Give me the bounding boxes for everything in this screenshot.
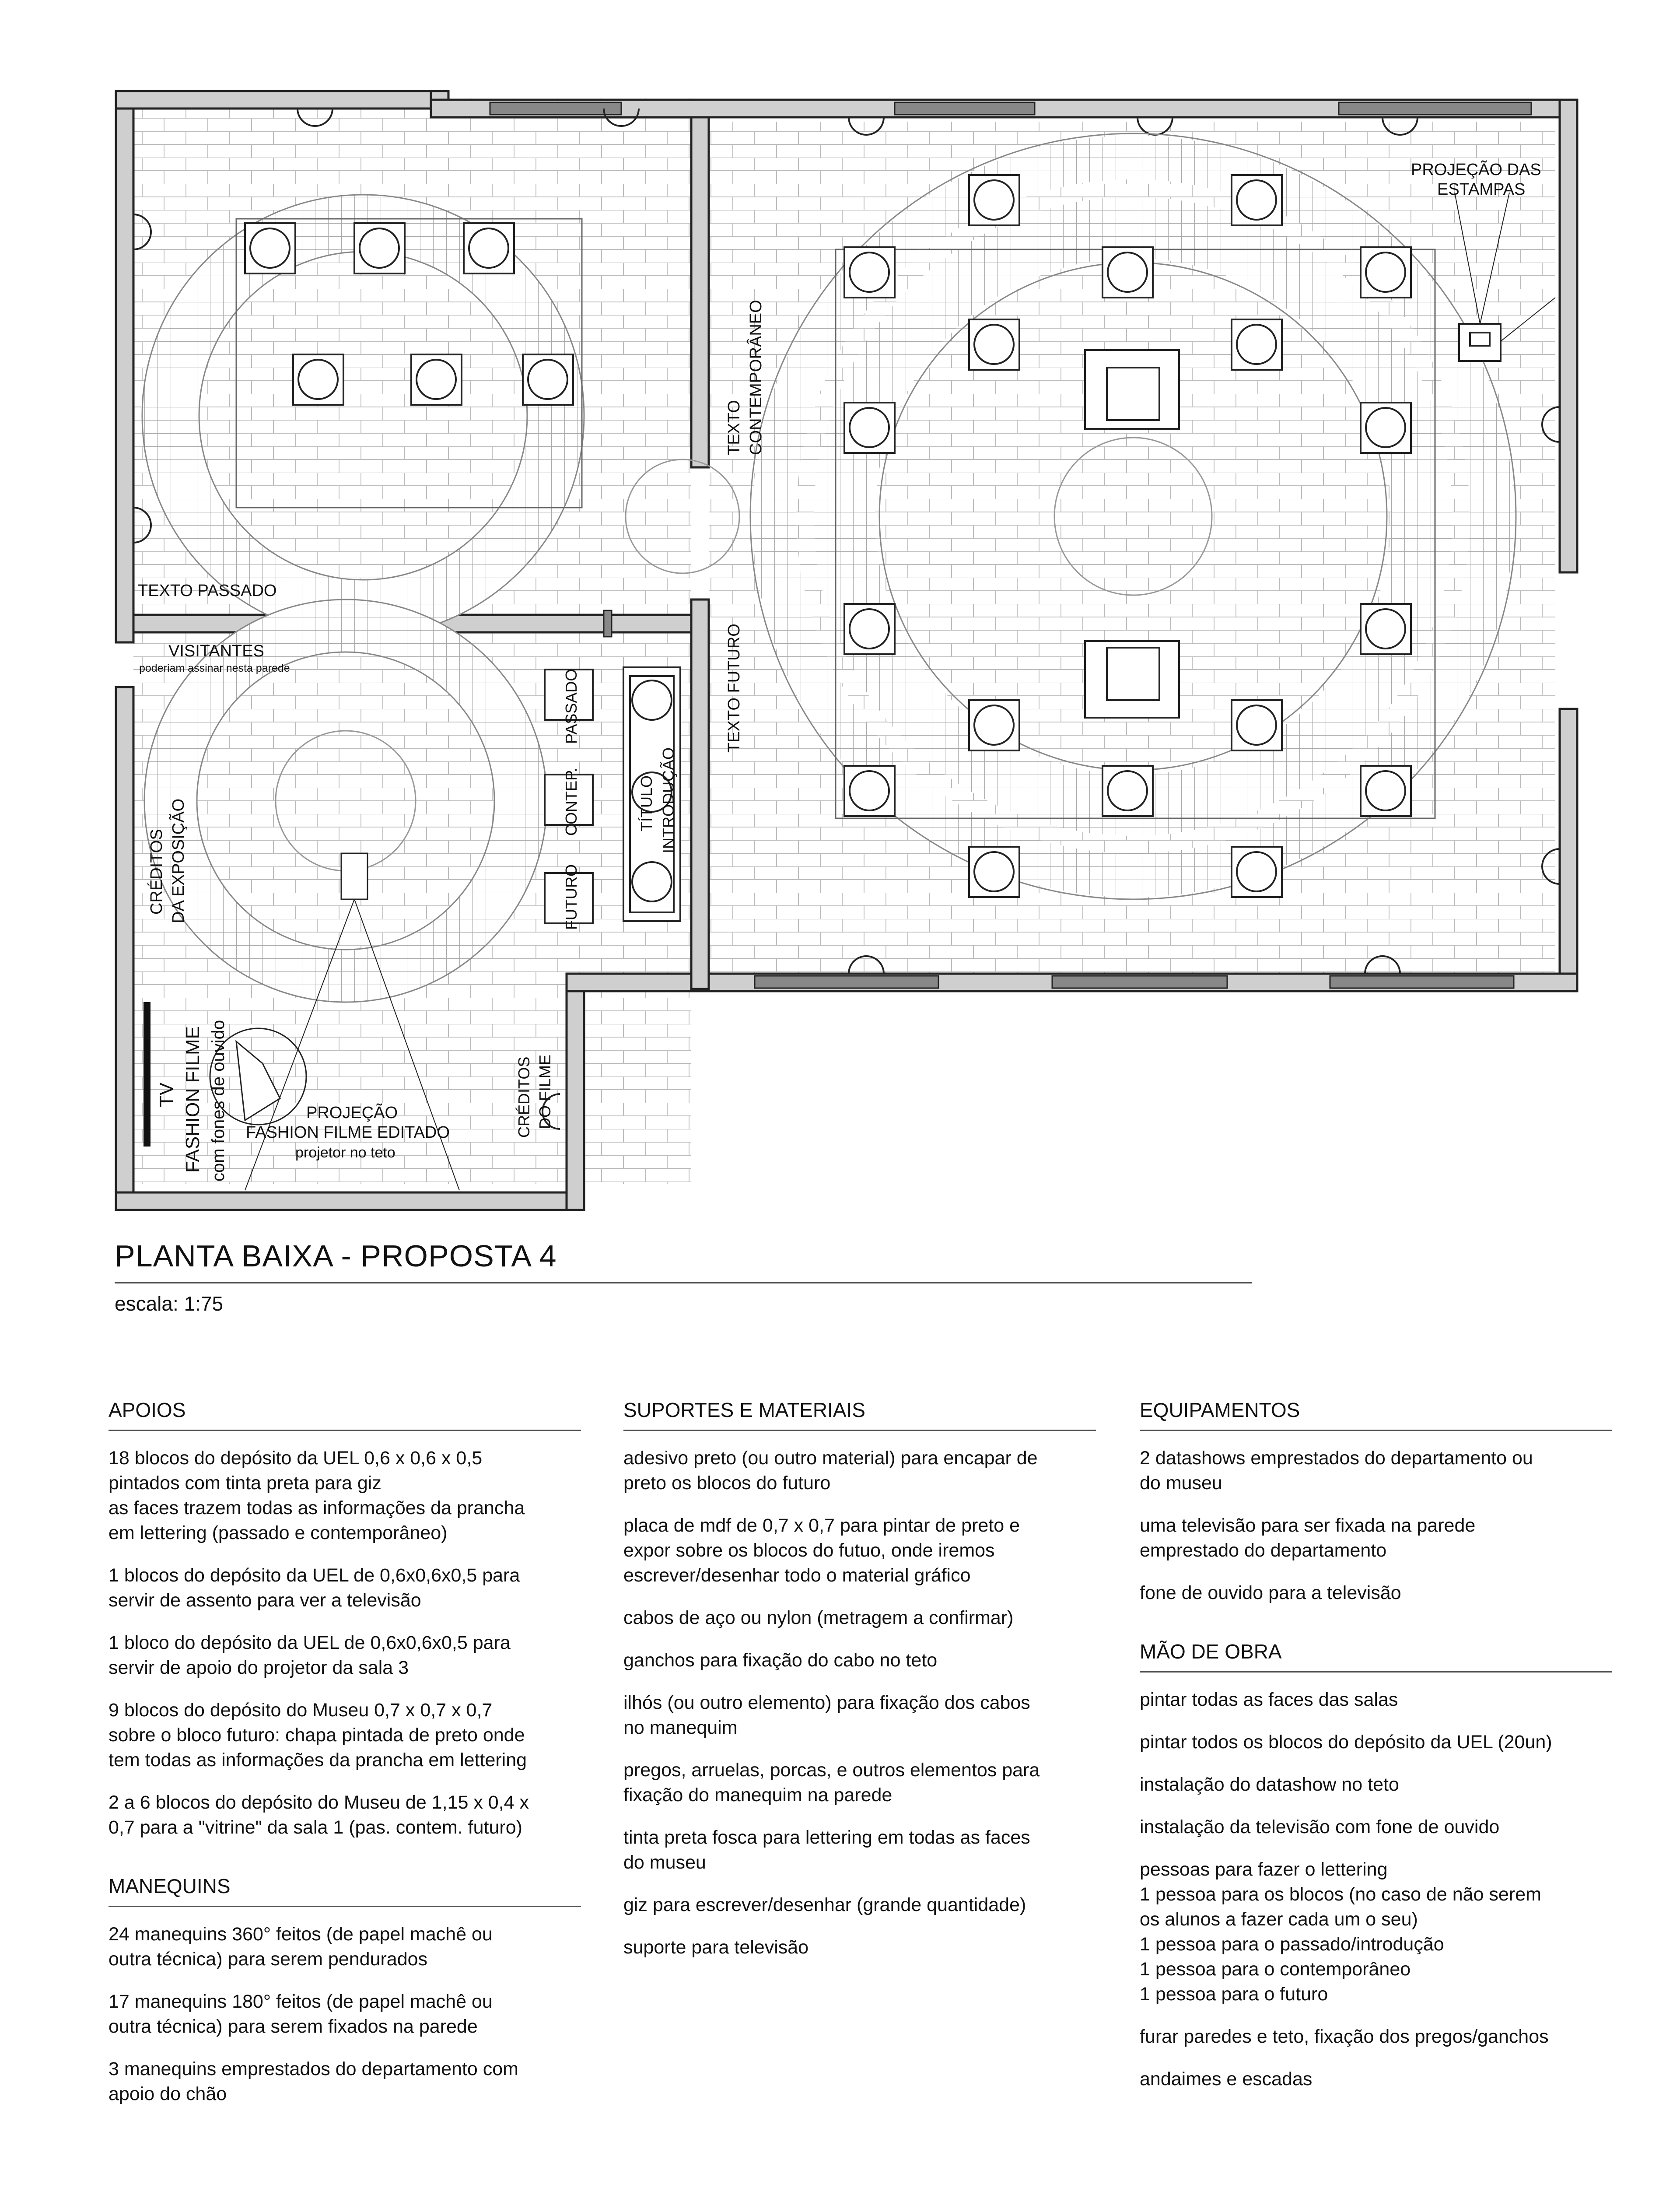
equipamentos-heading: EQUIPAMENTOS bbox=[1140, 1398, 1612, 1431]
block bbox=[411, 354, 462, 405]
label-futuro: FUTURO bbox=[562, 864, 580, 930]
apoios-heading: APOIOS bbox=[108, 1398, 581, 1431]
mao-de-obra-item: furar paredes e teto, fixação dos pregos/ganchos bbox=[1140, 2026, 1549, 2047]
block bbox=[844, 247, 895, 298]
mao-de-obra-item: pessoas para fazer o lettering 1 pessoa para os blocos (no caso de não serem os alunos a fazer cada um o seu) 1 pessoa para o passado/introdução 1 pessoa para o contemporâneo 1 pessoa para o futuro bbox=[1140, 1859, 1541, 2005]
mao-de-obra-item: andaimes e escadas bbox=[1140, 2069, 1312, 2090]
block bbox=[1232, 319, 1282, 370]
block bbox=[969, 319, 1019, 370]
manequins-item: 3 manequins emprestados do departamento com apoio do chão bbox=[108, 2058, 518, 2104]
mao-de-obra-item: instalação do datashow no teto bbox=[1140, 1774, 1399, 1795]
apoios-item: 2 a 6 blocos do depósito do Museu de 1,15 x 0,4 x 0,7 para a "vitrine" da sala 1 (pas. contem. futuro) bbox=[108, 1792, 529, 1838]
label-com-fones: com fones de ouvido bbox=[209, 1020, 228, 1182]
block bbox=[245, 223, 295, 274]
label-tv: TV bbox=[156, 1082, 177, 1107]
apoios-item: 18 blocos do depósito da UEL 0,6 x 0,6 x 0,5 pintados com tinta preta para giz as faces trazem todas as informações da prancha em lettering (passado e contemporâneo) bbox=[108, 1448, 525, 1543]
block bbox=[1361, 247, 1411, 298]
column-apoios bbox=[108, 1398, 581, 2124]
block bbox=[969, 700, 1019, 750]
label-creditos-exposicao-1: CRÉDITOS bbox=[147, 829, 166, 915]
mao-de-obra-item: pintar todos os blocos do depósito da UEL (20un) bbox=[1140, 1732, 1552, 1753]
label-texto-contemporaneo-2: CONTEMPORÂNEO bbox=[747, 300, 765, 455]
manequins-heading: MANEQUINS bbox=[108, 1874, 581, 1907]
block bbox=[1361, 604, 1411, 654]
suportes-item: ganchos para fixação do cabo no teto bbox=[623, 1650, 938, 1671]
equipamentos-item: fone de ouvido para a televisão bbox=[1140, 1582, 1401, 1603]
equipamentos-item: 2 datashows emprestados do departamento ou do museu bbox=[1140, 1448, 1533, 1494]
column-suportes bbox=[623, 1398, 1096, 1978]
label-contep: CONTEP. bbox=[562, 768, 580, 836]
suportes-item: pregos, arruelas, porcas, e outros elementos para fixação do manequim na parede bbox=[623, 1760, 1040, 1806]
block bbox=[1232, 175, 1282, 225]
plan-title: PLANTA BAIXA - PROPOSTA 4 bbox=[115, 1239, 557, 1273]
block bbox=[844, 766, 895, 816]
block bbox=[1361, 766, 1411, 816]
equipamentos-item: uma televisão para ser fixada na parede emprestado do departamento bbox=[1140, 1515, 1476, 1561]
block bbox=[523, 354, 573, 405]
label-introducao: INTRODUÇÃO bbox=[659, 747, 677, 853]
mao-de-obra-item: instalação da televisão com fone de ouvido bbox=[1140, 1816, 1500, 1837]
block bbox=[293, 354, 343, 405]
block bbox=[1102, 766, 1153, 816]
plan-scale: escala: 1:75 bbox=[115, 1292, 224, 1315]
block bbox=[354, 223, 405, 274]
manequins-item: 24 manequins 360° feitos (de papel machê ou outra técnica) para serem pendurados bbox=[108, 1924, 493, 1970]
block bbox=[1232, 700, 1282, 750]
apoios-item: 9 blocos do depósito do Museu 0,7 x 0,7 x 0,7 sobre o bloco futuro: chapa pintada de preto onde tem todas as informações da prancha em lettering bbox=[108, 1700, 527, 1771]
column-equipamentos bbox=[1140, 1398, 1612, 2109]
label-fashion-filme-editado: FASHION FILME EDITADO bbox=[246, 1123, 450, 1142]
label-titulo: TÍTULO bbox=[637, 775, 655, 831]
label-creditos-exposicao-2: DA EXPOSIÇÃO bbox=[169, 798, 188, 923]
label-projecao-estampas-2: ESTAMPAS bbox=[1437, 180, 1526, 199]
mao-de-obra-heading: MÃO DE OBRA bbox=[1140, 1640, 1612, 1673]
block bbox=[969, 175, 1019, 225]
label-creditos-filme-2: DO FILME bbox=[536, 1054, 554, 1129]
block bbox=[844, 403, 895, 453]
block bbox=[1232, 847, 1282, 897]
label-visitantes: VISITANTES bbox=[168, 642, 264, 660]
apoios-item: 1 blocos do depósito da UEL de 0,6x0,6x0,5 para servir de assento para ver a televisão bbox=[108, 1565, 520, 1611]
label-projetor-teto: projetor no teto bbox=[295, 1144, 396, 1161]
apoios-item: 1 bloco do depósito da UEL de 0,6x0,6x0,5 para servir de apoio do projetor da sala 3 bbox=[108, 1632, 511, 1678]
label-texto-passado: TEXTO PASSADO bbox=[138, 582, 277, 600]
label-projecao-estampas-1: PROJEÇÃO DAS bbox=[1411, 161, 1541, 179]
block bbox=[1361, 403, 1411, 453]
mao-de-obra-item: pintar todas as faces das salas bbox=[1140, 1689, 1398, 1710]
suportes-item: tinta preta fosca para lettering em todas as faces do museu bbox=[623, 1827, 1030, 1873]
label-visitantes-note: poderiam assinar nesta parede bbox=[139, 662, 290, 674]
title-divider bbox=[115, 1282, 1252, 1283]
suportes-item: adesivo preto (ou outro material) para encapar de preto os blocos do futuro bbox=[623, 1448, 1038, 1494]
label-passado: PASSADO bbox=[562, 669, 580, 744]
block bbox=[844, 604, 895, 654]
block bbox=[464, 223, 514, 274]
suportes-item: suporte para televisão bbox=[623, 1937, 809, 1958]
suportes-item: placa de mdf de 0,7 x 0,7 para pintar de preto e expor sobre os blocos do futuo, onde iremos escrever/desenhar todo o material gráfico bbox=[623, 1515, 1020, 1586]
suportes-item: cabos de aço ou nylon (metragem a confirmar) bbox=[623, 1607, 1014, 1628]
block bbox=[1102, 247, 1153, 298]
label-texto-futuro: TEXTO FUTURO bbox=[725, 624, 743, 753]
label-creditos-filme-1: CRÉDITOS bbox=[515, 1056, 533, 1138]
label-projecao: PROJEÇÃO bbox=[306, 1104, 398, 1122]
block bbox=[969, 847, 1019, 897]
manequins-item: 17 manequins 180° feitos (de papel machê ou outra técnica) para serem fixados na parede bbox=[108, 1991, 493, 2037]
label-texto-contemporaneo-1: TEXTO bbox=[725, 400, 743, 455]
suportes-heading: SUPORTES E MATERIAIS bbox=[623, 1398, 1096, 1431]
suportes-item: ilhós (ou outro elemento) para fixação dos cabos no manequim bbox=[623, 1692, 1030, 1738]
label-fashion-filme: FASHION FILME bbox=[182, 1026, 203, 1173]
suportes-item: giz para escrever/desenhar (grande quantidade) bbox=[623, 1894, 1026, 1915]
